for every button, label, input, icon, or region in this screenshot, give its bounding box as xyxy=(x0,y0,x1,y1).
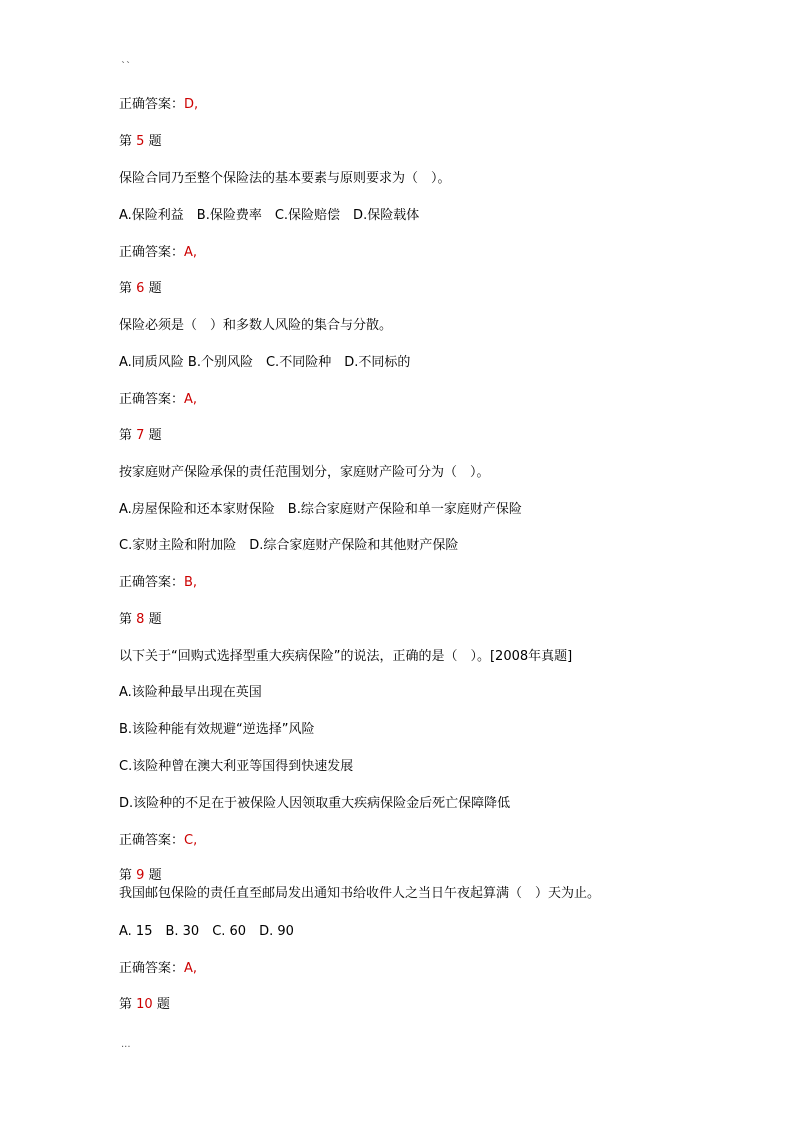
q8-answer: C, xyxy=(184,833,198,848)
q8-option-d: D.该险种的不足在于被保险人因领取重大疾病保险金后死亡保障降低 xyxy=(119,796,511,811)
q9-answer: A, xyxy=(184,961,198,976)
top-mark: `` xyxy=(121,61,131,72)
q9-options: A. 15 B. 30 C. 60 D. 90 xyxy=(119,924,294,939)
q7-heading: 第 7 题 xyxy=(119,428,162,443)
answer-label: 正确答案： xyxy=(119,961,185,976)
q10-number: 10 xyxy=(136,997,153,1012)
q8-option-a: A.该险种最早出现在英国 xyxy=(119,685,262,700)
q5-options: A.保险利益 B.保险费率 C.保险赔偿 D.保险载体 xyxy=(119,208,420,223)
q9-answer-line xyxy=(119,961,197,977)
q7-number: 7 xyxy=(136,428,145,443)
q4-answer: D, xyxy=(184,97,199,112)
q8-option-b: B.该险种能有效规避“逆选择”风险 xyxy=(119,722,315,737)
q6-heading: 第 6 题 xyxy=(119,281,162,296)
q7-options-line1: A.房屋保险和还本家财保险 B.综合家庭财产保险和单一家庭财产保险 xyxy=(119,502,522,517)
answer-label: 正确答案： xyxy=(119,575,185,590)
q5-answer-line xyxy=(119,245,197,261)
q5-number: 5 xyxy=(136,134,145,149)
bottom-mark: ... xyxy=(121,1039,131,1050)
q6-answer-line xyxy=(119,392,197,408)
q5-heading: 第 5 题 xyxy=(119,134,162,149)
q6-stem: 保险必须是（ ）和多数人风险的集合与分散。 xyxy=(119,318,393,333)
q8-stem: 以下关于“回购式选择型重大疾病保险”的说法，正确的是（ ）。[2008年真题] xyxy=(119,649,573,664)
q6-answer: A, xyxy=(184,392,198,407)
q9-heading: 第 9 题 xyxy=(119,868,162,883)
q5-stem: 保险合同乃至整个保险法的基本要素与原则要求为（ ）。 xyxy=(119,171,451,186)
q9-number: 9 xyxy=(136,868,145,883)
q10-heading: 第 10 题 xyxy=(119,997,170,1012)
q7-answer-line xyxy=(119,575,197,591)
answer-label: 正确答案： xyxy=(119,245,185,260)
q8-option-c: C.该险种曾在澳大利亚等国得到快速发展 xyxy=(119,759,354,774)
q7-answer: B, xyxy=(184,575,198,590)
q5-answer: A, xyxy=(184,245,198,260)
q9-stem: 我国邮包保险的责任直至邮局发出通知书给收件人之当日午夜起算满（ ）天为止。 xyxy=(119,886,601,901)
q7-options-line2: C.家财主险和附加险 D.综合家庭财产保险和其他财产保险 xyxy=(119,538,459,553)
q6-number: 6 xyxy=(136,281,145,296)
answer-label: 正确答案： xyxy=(119,833,185,848)
q6-options: A.同质风险 B.个别风险 C.不同险种 D.不同标的 xyxy=(119,355,411,370)
q7-stem: 按家庭财产保险承保的责任范围划分，家庭财产险可分为（ ）。 xyxy=(119,465,490,480)
answer-label: 正确答案： xyxy=(119,97,185,112)
q8-number: 8 xyxy=(136,612,145,627)
q8-answer-line xyxy=(119,833,197,849)
q4-answer-line xyxy=(119,97,198,113)
answer-label: 正确答案： xyxy=(119,392,185,407)
q8-heading: 第 8 题 xyxy=(119,612,162,627)
